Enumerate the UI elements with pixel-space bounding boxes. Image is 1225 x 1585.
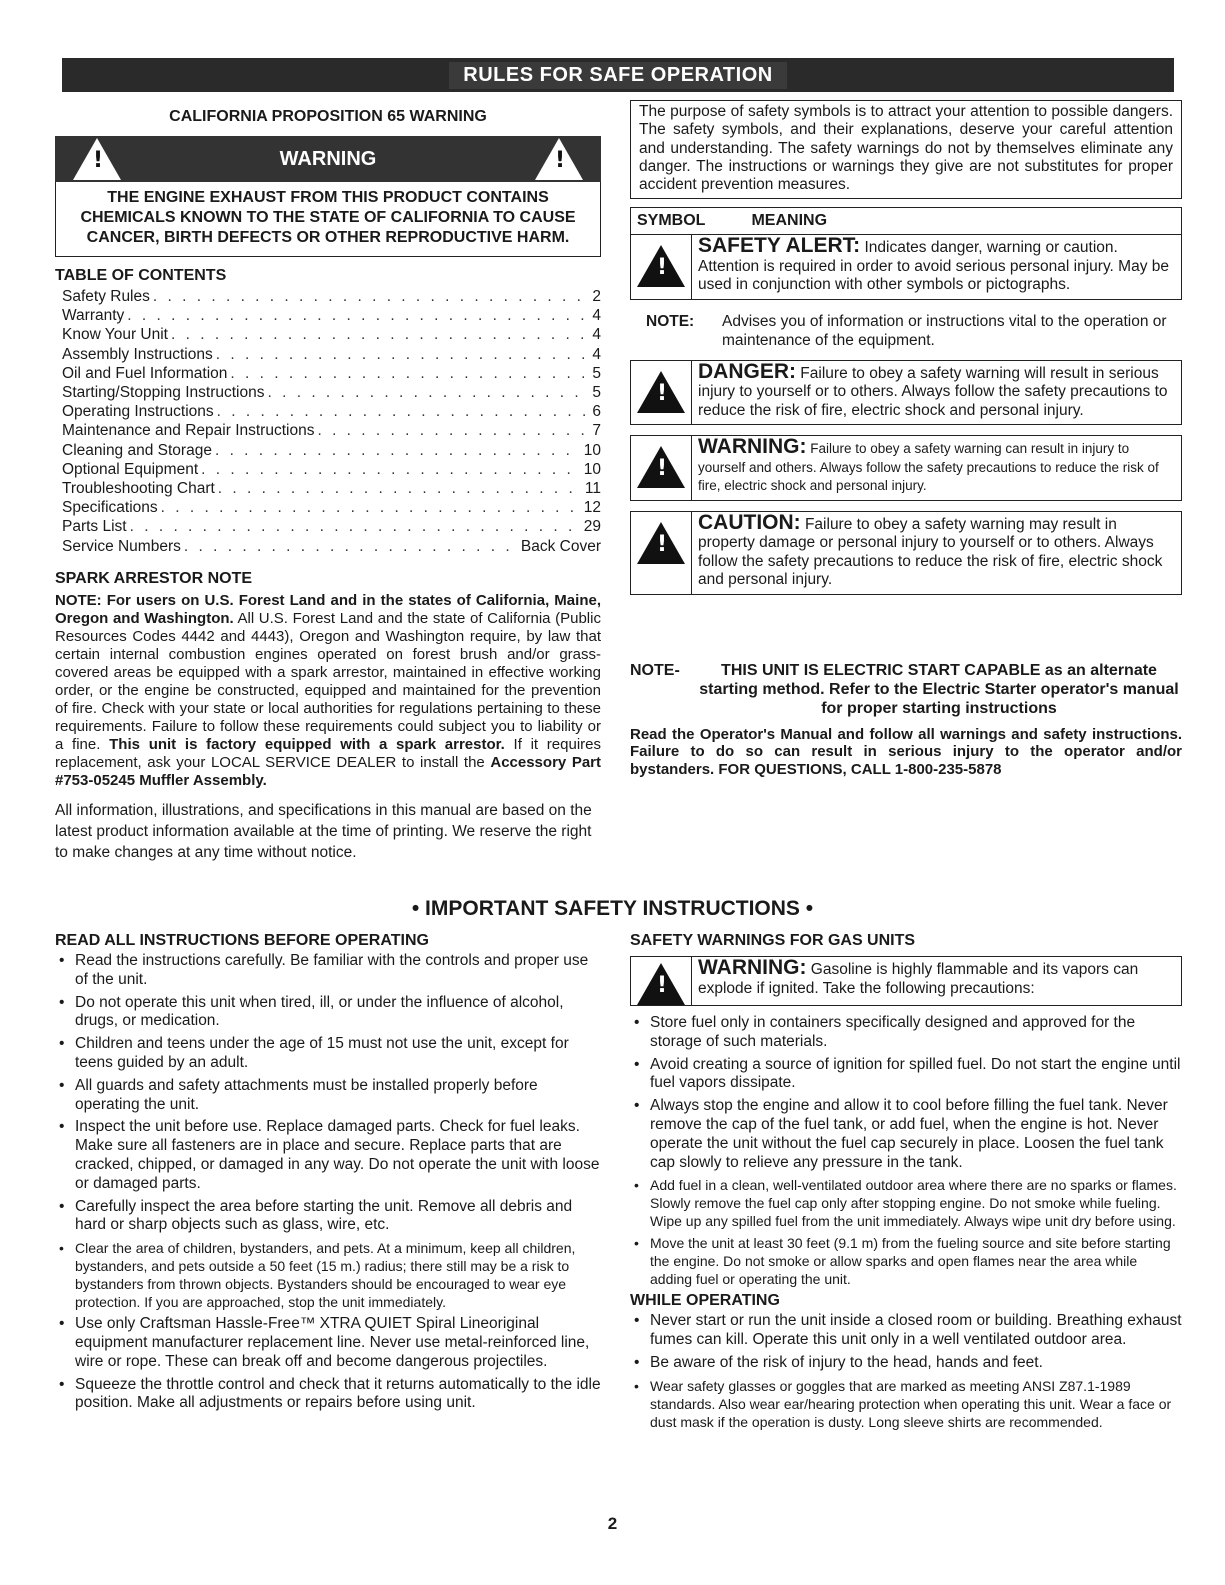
read-all-section — [55, 932, 603, 1417]
toc-entry-page: 5 — [592, 364, 601, 382]
toc-entry-label: Oil and Fuel Information — [62, 364, 228, 382]
list-item: • Avoid creating a source of ignition for spilled fuel. Do not start the engine until fuel vapors dissipate. — [630, 1056, 1182, 1094]
toc-leader-dots — [171, 325, 589, 344]
list-item: • Be aware of the risk of injury to the head, hands and feet. — [630, 1354, 1182, 1373]
safety-alert-description: Indicates danger, warning or caution. Attention is required in order to avoid serious personal injury. May be used in conjunction with other symbols or pictographs. — [698, 239, 1169, 294]
signal-label: WARNING: — [698, 435, 807, 459]
toc-entry-label: Safety Rules — [62, 288, 150, 305]
note-text: Advises you of information or instructions vital to the operation or maintenance of the equipment. — [722, 312, 1167, 349]
spark-note-text: All U.S. Forest Land and the state of California (Public Resources Codes 4442 and 4443), Oregon and Washington require, by law that certain internal combustion engines operated on forest brush and/or grass-covered areas be equipped with a spark arrestor, maintained in effective working order, or the engine be constructed, equipped and maintained for the prevention of fire. Check with your state or local authorities for regulations pertaining to these requirements. Failure to follow these requirements could subject you to liability or a fine. — [55, 609, 601, 753]
banner-title: RULES FOR SAFE OPERATION — [449, 62, 786, 89]
toc-entry-label: Cleaning and Storage — [62, 441, 212, 459]
signal-text: Failure to obey a safety warning will result in serious injury to yourself or to others. Always follow the safety precautions to reduce the risk of fire, electric shock and personal injury. — [698, 364, 1168, 419]
signal-text: Failure to obey a safety warning may result in property damage or personal injury to yourself or to others. Always follow the safety precautions to reduce the risk of fire, electric shock and personal injury. — [698, 515, 1163, 589]
toc-entry-page: 10 — [583, 460, 601, 478]
signal-box-danger — [630, 360, 1182, 426]
toc-entry — [62, 287, 601, 306]
list-item: • Add fuel in a clean, well-ventilated outdoor area where there are no sparks or flames. Slowly remove the fuel cap only after stopping engine. Do not smoke while fueling. Wipe up any spilled fuel from the unit immediately. Always wipe unit dry before using. — [630, 1176, 1182, 1230]
safety-alert-row — [631, 235, 1181, 299]
list-item: • Store fuel only in containers specifically designed and approved for the storage of such materials. — [630, 1014, 1182, 1052]
gas-warning-box — [630, 956, 1182, 1006]
gas-warning-description: Gasoline is highly flammable and its vapors can explode if ignited. Take the following precautions: — [698, 961, 1139, 997]
toc-entry-page: 2 — [592, 288, 601, 305]
gas-warnings-title: SAFETY WARNINGS FOR GAS UNITS — [630, 932, 916, 949]
electric-note-label: NOTE- — [630, 661, 680, 679]
while-operating-list — [630, 1312, 1182, 1430]
warning-triangle-icon — [637, 446, 685, 488]
toc-entry-page: 6 — [592, 403, 601, 421]
toc-entry-label: Warranty — [62, 307, 125, 325]
toc-entry-page: 4 — [592, 307, 601, 325]
list-item: • Always stop the engine and allow it to cool before filling the fuel tank. Never remove the cap of the fuel tank, or add fuel, when the engine is hot. Never operate the unit without the fuel cap securely in place. Loosen the fuel tank cap slowly to relieve any pressure in the tank. — [630, 1097, 1182, 1172]
list-item: • Move the unit at least 30 feet (9.1 m) from the fueling source and site before starting the engine. Do not smoke or allow sparks and open flames near the area while adding fuel or operating the unit. — [630, 1234, 1182, 1288]
toc-entry-label: Assembly Instructions — [62, 345, 213, 363]
toc-entry — [62, 441, 601, 460]
gas-precautions-list — [630, 1014, 1182, 1288]
gas-safety-section — [630, 932, 1182, 1435]
electric-start-note — [630, 661, 1182, 718]
note-label: NOTE: — [646, 312, 695, 330]
toc-entry — [62, 517, 601, 536]
warning-triangle-icon — [535, 138, 583, 180]
signal-word-boxes — [630, 360, 1182, 595]
gas-warning-label: WARNING: — [698, 956, 807, 979]
toc-leader-dots — [230, 364, 589, 383]
warning-triangle-icon — [637, 522, 685, 564]
signal-box-caution — [630, 511, 1182, 595]
page-number: 2 — [607, 1514, 618, 1533]
spark-arrestor-title: SPARK ARRESTOR NOTE — [55, 569, 253, 587]
toc-entry-page: 5 — [592, 384, 601, 402]
toc-leader-dots — [215, 441, 581, 460]
toc-entry — [62, 421, 601, 440]
toc-entry-label: Starting/Stopping Instructions — [62, 384, 265, 402]
toc-entry — [62, 402, 601, 421]
prop65-title: CALIFORNIA PROPOSITION 65 WARNING — [169, 108, 487, 125]
toc-entry — [62, 345, 601, 364]
list-item: • Wear safety glasses or goggles that are marked as meeting ANSI Z87.1-1989 standards. Also wear ear/hearing protection when operating this unit. Wear a face or dust mask if the operation is dusty. Long sleeve shirts are recommended. — [630, 1377, 1182, 1431]
table-of-contents — [62, 287, 601, 556]
toc-entry-page: 12 — [583, 499, 601, 517]
warning-triangle-icon — [637, 963, 685, 1005]
spark-accessory-part: Accessory Part #753-05245 Muffler Assembly. — [55, 753, 601, 789]
toc-leader-dots — [161, 498, 581, 517]
toc-entry — [62, 306, 601, 325]
read-all-list — [55, 952, 603, 1413]
warning-triangle-icon — [73, 138, 121, 180]
list-item: • Read the instructions carefully. Be familiar with the controls and proper use of the unit. — [55, 952, 603, 990]
toc-entry-page: 11 — [584, 480, 601, 498]
toc-entry — [62, 498, 601, 517]
list-item: • Never start or run the unit inside a closed room or building. Breathing exhaust fumes can kill. Operate this unit only in a well ventilated outdoor area. — [630, 1312, 1182, 1350]
toc-leader-dots — [267, 383, 589, 402]
meaning-column-header: MEANING — [751, 212, 828, 230]
read-operators-manual: Read the Operator's Manual and follow all warnings and safety instructions. Failure to do so can result in serious injury to the operator and/or bystanders. FOR QUESTIONS, CALL 1-800-235-5878 — [630, 725, 1182, 778]
signal-label: CAUTION: — [698, 510, 801, 534]
note-advisory — [630, 312, 1182, 350]
list-item: • Do not operate this unit when tired, ill, or under the influence of alcohol, drugs, or medication. — [55, 994, 603, 1032]
list-item: • All guards and safety attachments must be installed properly before operating the unit. — [55, 1077, 603, 1115]
toc-entry-label: Optional Equipment — [62, 460, 199, 478]
safety-alert-label: SAFETY ALERT: — [698, 234, 861, 258]
toc-entry-page: Back Cover — [520, 537, 601, 555]
toc-leader-dots — [217, 402, 590, 421]
toc-entry-label: Specifications — [62, 499, 158, 517]
toc-entry-label: Parts List — [62, 518, 127, 536]
signal-text: Failure to obey a safety warning can result in injury to yourself and others. Always follow the safety precautions to reduce the risk of fire, electric shock and personal injury. — [698, 441, 1159, 494]
list-item: • Children and teens under the age of 15 must not use the unit, except for teens guided by an adult. — [55, 1035, 603, 1073]
symbol-column-header: SYMBOL — [637, 212, 706, 230]
prop65-warning-bar — [55, 136, 601, 182]
section-banner — [62, 58, 1174, 92]
safety-alert-icon — [637, 245, 685, 287]
list-item: • Clear the area of children, bystanders, and pets. At a minimum, keep all children, bystanders, and pets outside a 50 feet (15 m.) radius; there still may be a risk to bystanders from thrown objects. Bystanders should be encouraged to wear eye protection. If you are approached, stop the unit immediately. — [55, 1239, 603, 1311]
safety-symbols-purpose: The purpose of safety symbols is to attract your attention to possible dangers. The safety symbols, and their explanations, deserve your careful attention and understanding. The safety warnings do not by themselves eliminate any danger. The instructions or warnings they give are not substitutes for proper accident prevention measures. — [630, 100, 1182, 199]
symbol-meaning-table — [630, 207, 1182, 300]
symbol-table-header — [631, 208, 1181, 235]
spark-note-bold: NOTE: For users on U.S. Forest Land and in the states of California, Maine, Oregon and Washington. — [55, 591, 601, 627]
toc-entry-label: Know Your Unit — [62, 326, 168, 344]
toc-entry — [62, 364, 601, 383]
spark-factory-bold: This unit is factory equipped with a spark arrestor. — [109, 735, 505, 753]
toc-leader-dots — [184, 537, 518, 556]
toc-entry-label: Troubleshooting Chart — [62, 480, 215, 498]
toc-entry-page: 4 — [592, 326, 601, 344]
electric-note-text: THIS UNIT IS ELECTRIC START CAPABLE as an alternate starting method. Refer to the Electric Starter operator's manual for proper starting instructions — [699, 661, 1179, 717]
toc-leader-dots — [201, 460, 581, 479]
spark-replacement-text: If it requires replacement, ask your LOCAL SERVICE DEALER to install the — [55, 735, 601, 771]
toc-entry — [62, 383, 601, 402]
list-item: • Inspect the unit before use. Replace damaged parts. Check for fuel leaks. Make sure all fasteners are in place and secure. Replace parts that are cracked, chipped, or damaged in any way. Do not operate the unit with loose or damaged parts. — [55, 1118, 603, 1193]
info-disclaimer: All information, illustrations, and specifications in this manual are based on the latest product information available at the time of printing. We reserve the right to make changes at any time without notice. — [55, 801, 592, 861]
toc-leader-dots — [216, 345, 590, 364]
toc-entry — [62, 479, 601, 498]
list-item: • Squeeze the throttle control and check that it returns automatically to the idle position. Make all adjustments or repairs before using unit. — [55, 1376, 603, 1414]
list-item: • Use only Craftsman Hassle-Free™ XTRA QUIET Spiral Lineoriginal equipment manufacturer replacement line. Never use metal-reinforced line, wire or rope. These can break off and become dangerous projectiles. — [55, 1315, 603, 1371]
toc-entry-page: 10 — [583, 441, 601, 459]
read-all-title: READ ALL INSTRUCTIONS BEFORE OPERATING — [55, 932, 429, 949]
toc-entry — [62, 460, 601, 479]
toc-entry-page: 29 — [583, 518, 601, 536]
prop65-warning-text: THE ENGINE EXHAUST FROM THIS PRODUCT CONTAINS CHEMICALS KNOWN TO THE STATE OF CALIFORNIA TO CAUSE CANCER, BIRTH DEFECTS OR OTHER REPRODUCTIVE HARM. — [55, 182, 601, 257]
toc-entry-page: 7 — [592, 422, 601, 440]
toc-entry-label: Service Numbers — [62, 537, 181, 555]
list-item: • Carefully inspect the area before starting the unit. Remove all debris and hard or sharp objects such as glass, wire, etc. — [55, 1198, 603, 1236]
toc-title: TABLE OF CONTENTS — [55, 267, 227, 284]
toc-entry — [62, 325, 601, 344]
prop65-warning-label: WARNING — [279, 147, 377, 170]
signal-label: DANGER: — [698, 359, 796, 383]
spark-arrestor-text — [55, 592, 601, 790]
gas-warning-text — [692, 957, 1181, 1005]
while-operating-title: WHILE OPERATING — [630, 1292, 780, 1310]
signal-box-warning — [630, 435, 1182, 501]
toc-entry-page: 4 — [592, 345, 601, 363]
toc-leader-dots — [127, 306, 589, 325]
toc-entry — [62, 537, 601, 556]
toc-leader-dots — [317, 421, 589, 440]
left-column — [55, 100, 601, 878]
important-safety-title: • IMPORTANT SAFETY INSTRUCTIONS • — [411, 897, 814, 920]
warning-triangle-icon — [637, 371, 685, 413]
toc-entry-label: Operating Instructions — [62, 403, 214, 421]
toc-leader-dots — [130, 517, 581, 536]
toc-leader-dots — [218, 479, 582, 498]
toc-leader-dots — [153, 287, 589, 306]
right-column — [630, 100, 1182, 778]
safety-alert-text — [692, 235, 1181, 299]
toc-entry-label: Maintenance and Repair Instructions — [62, 422, 315, 440]
